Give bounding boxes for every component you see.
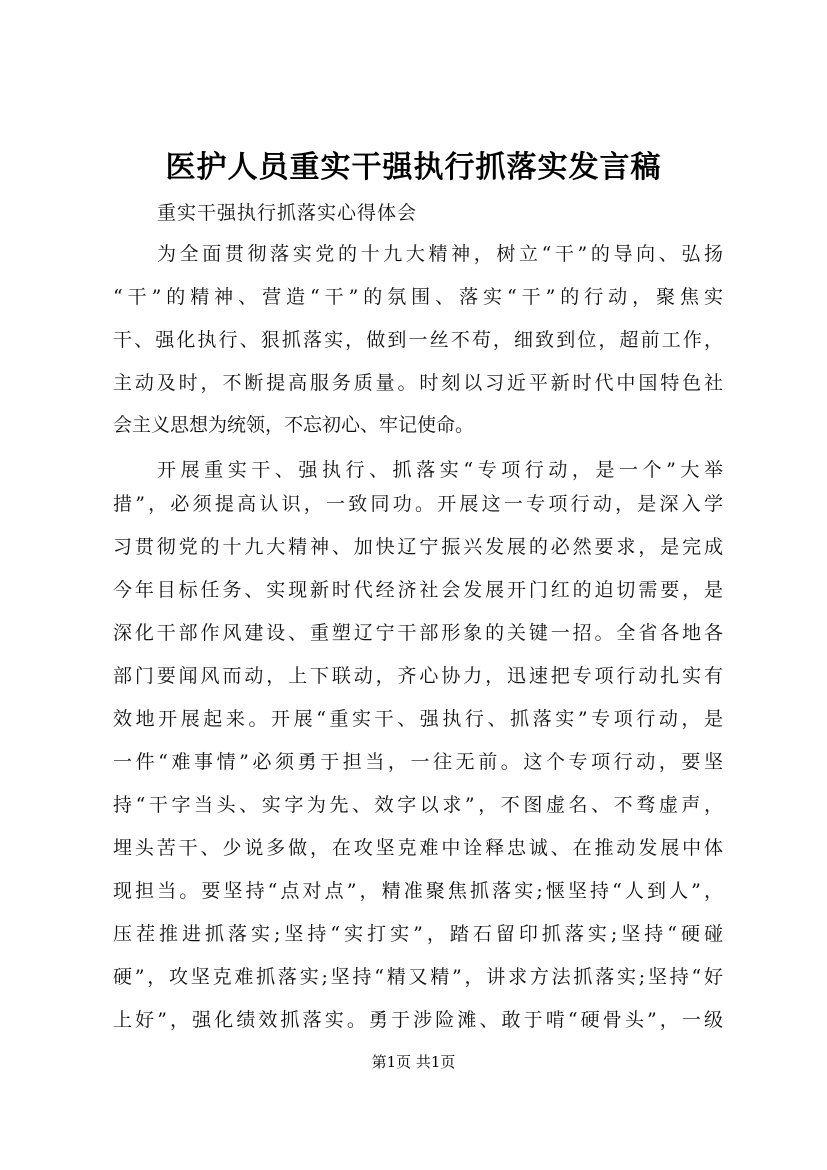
paragraph-2-line-14: 上好”，强化绩效抓落实。勇于涉险滩、敢于啃“硬骨头”，一级 xyxy=(113,1009,723,1031)
paragraph-2-line-12: 压茬推进抓落实;坚持“实打实”，踏石留印抓落实;坚持“硬碰 xyxy=(113,923,723,945)
paragraph-1-line-5: 会主义思想为统领，不忘初心、牢记使命。 xyxy=(113,414,475,436)
paragraph-2-line-3: 习贯彻党的十九大精神、加快辽宁振兴发展的必然要求，是完成 xyxy=(113,536,723,558)
paragraph-1-line-2: “干”的精神、营造“干”的氛围、落实“干”的行动，聚焦实 xyxy=(113,286,723,308)
paragraph-2-line-8: 一件“难事情”必须勇于担当，一往无前。这个专项行动，要坚 xyxy=(113,751,723,773)
paragraph-1-line-1: 为全面贯彻落实党的十九大精神，树立“干”的导向、弘扬 xyxy=(157,243,723,265)
document-subtitle: 重实干强执行抓落实心得体会 xyxy=(157,202,418,224)
paragraph-2-line-2: 措”，必须提高认识，一致同功。开展这一专项行动，是深入学 xyxy=(113,493,723,515)
paragraph-2-line-9: 持“干字当头、实字为先、效字以求”，不图虚名、不骛虚声， xyxy=(113,794,723,816)
paragraph-2-line-7: 效地开展起来。开展“重实干、强执行、抓落实”专项行动，是 xyxy=(113,708,723,730)
document-title: 医护人员重实干强执行抓落实发言稿 xyxy=(165,150,662,185)
paragraph-1-line-3: 干、强化执行、狠抓落实，做到一丝不苟，细致到位，超前工作， xyxy=(113,329,723,351)
page-number-footer: 第1页 共1页 xyxy=(371,1053,456,1071)
paragraph-2-line-10: 埋头苦干、少说多做，在攻坚克难中诠释忠诚、在推动发展中体 xyxy=(113,837,723,859)
paragraph-2-line-11: 现担当。要坚持“点对点”，精准聚焦抓落实;惬坚持“人到人”， xyxy=(113,880,723,902)
paragraph-1-line-4: 主动及时，不断提高服务质量。时刻以习近平新时代中国特色社 xyxy=(113,372,723,394)
paragraph-2-line-6: 部门要闻风而动，上下联动，齐心协力，迅速把专项行动扎实有 xyxy=(113,665,723,687)
paragraph-2-line-1: 开展重实干、强执行、抓落实“专项行动，是一个”大举 xyxy=(157,459,723,481)
paragraph-2-line-4: 今年目标任务、实现新时代经济社会发展开门红的迫切需要，是 xyxy=(113,579,723,601)
paragraph-2-line-5: 深化干部作风建设、重塑辽宁干部形象的关键一招。全省各地各 xyxy=(113,622,723,644)
paragraph-2-line-13: 硬”，攻坚克难抓落实;坚持“精又精”，讲求方法抓落实;坚持“好 xyxy=(113,966,723,988)
